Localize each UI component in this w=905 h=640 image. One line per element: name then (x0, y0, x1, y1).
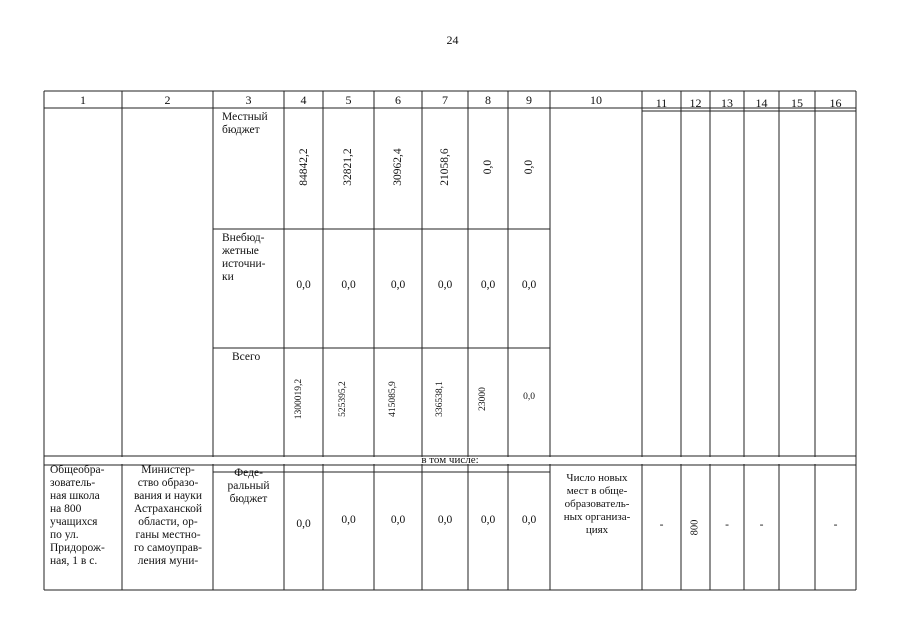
column-number: 6 (395, 93, 401, 107)
table-cell-value: 0,0 (521, 279, 537, 291)
column-number: 3 (245, 93, 252, 107)
table-cell-value: - (833, 519, 838, 531)
column-number: 7 (442, 93, 448, 107)
table-cell-value: 525395,2 (338, 381, 348, 417)
page-number: 24 (446, 33, 459, 47)
table-cell-value: 0,0 (296, 279, 311, 291)
column-number: 9 (526, 93, 532, 107)
table-cell-value: 0,0 (437, 279, 453, 291)
column-number: 8 (485, 93, 491, 107)
table-cell-value: - (659, 519, 664, 531)
table-cell-value: 23000 (478, 387, 488, 411)
table-cell-value: 415085,9 (388, 381, 398, 417)
column-number: 2 (164, 93, 171, 107)
column-number: 4 (300, 93, 307, 107)
table-cell-value: 0,0 (523, 392, 535, 402)
table-cell-value: 21058,6 (439, 148, 451, 186)
column-number: 5 (345, 93, 352, 107)
table-cell-value: 0,0 (437, 514, 453, 526)
executor-name: Министер- ство образо- вания и науки Астраханской области, ор- ганы местно- го самоуправ- ления муни- (133, 464, 203, 567)
table-cell-value: 32821,2 (342, 148, 354, 186)
table-cell-value: 0,0 (480, 514, 496, 526)
table-cell-value: 0,0 (296, 518, 311, 530)
column-number: 15 (791, 96, 803, 110)
table-cell-value: 336538,1 (435, 381, 445, 417)
including-label: в том числе: (421, 454, 479, 466)
table-cell-value: 0,0 (482, 159, 494, 175)
table-cell-value: 0,0 (341, 279, 356, 291)
table-cell-value: - (759, 519, 764, 531)
column-number: 13 (721, 96, 733, 110)
table-cell-value: 30962,4 (392, 148, 404, 186)
table-cell-value: 0,0 (390, 279, 406, 291)
table-cell-value: 0,0 (390, 514, 406, 526)
table-cell-value: 0,0 (480, 279, 496, 291)
column-number: 14 (755, 96, 768, 110)
table-cell-value: 1300019,2 (294, 378, 304, 420)
indicator-name: Число новых мест в обще- образователь- ных организа- циях (563, 472, 631, 536)
funding-source-label: Внебюд- жетные источни- ки (222, 232, 266, 283)
project-name: Общеобра- зователь- ная школа на 800 учащихся по ул. Придорож- ная, 1 в с. (50, 464, 105, 567)
column-number: 12 (689, 96, 702, 110)
table-cell-value: - (725, 519, 729, 531)
table-cell-value: 0,0 (341, 514, 356, 526)
funding-source-label: Феде- ральный бюджет (227, 467, 270, 505)
table-cell-value: 0,0 (523, 159, 535, 175)
table-cell-value: 84842,2 (298, 148, 310, 186)
column-number: 1 (80, 93, 86, 107)
table-cell-value: 800 (689, 519, 701, 536)
column-number: 10 (590, 93, 602, 107)
column-number: 11 (655, 96, 668, 110)
funding-source-label: Местный бюджет (222, 111, 268, 136)
funding-source-label: Всего (232, 351, 261, 363)
column-number: 16 (829, 96, 842, 110)
table-cell-value: 0,0 (521, 514, 537, 526)
